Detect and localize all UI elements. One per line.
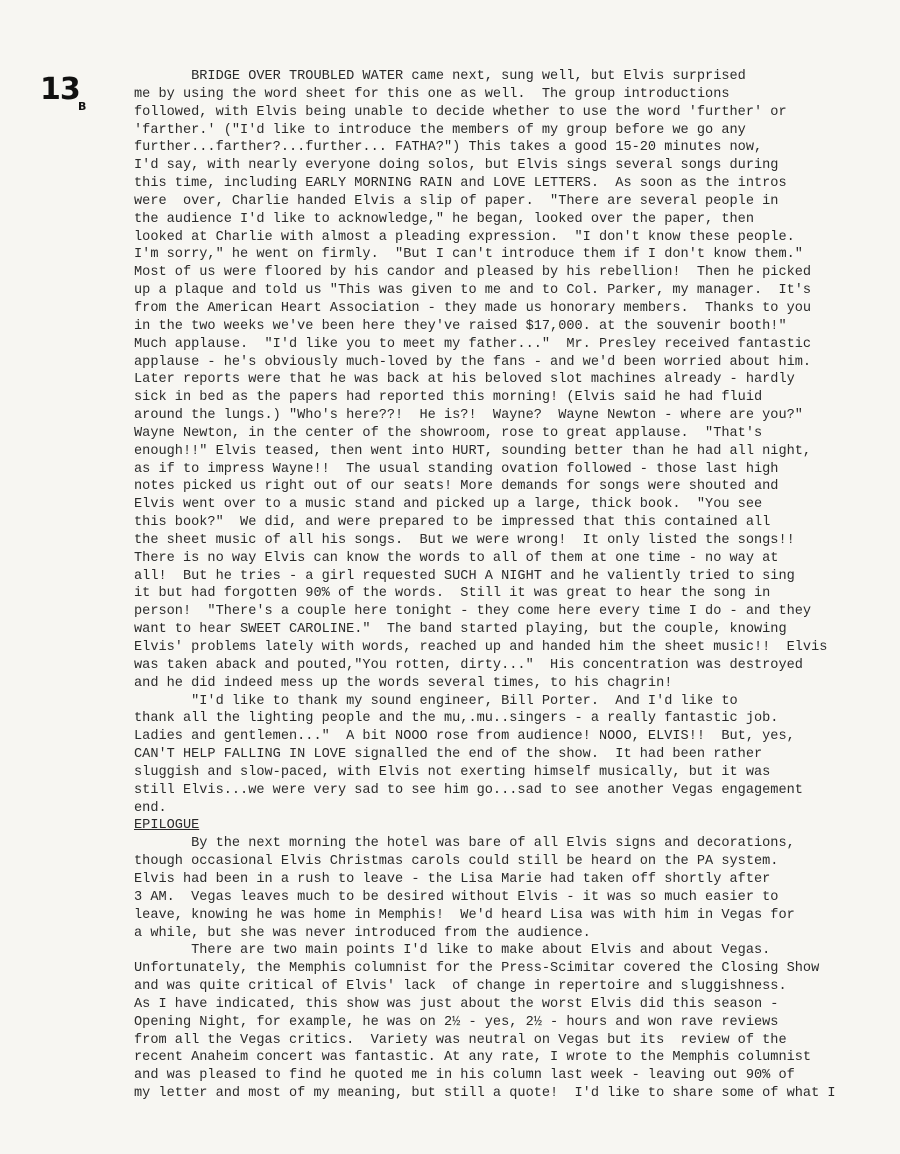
page-sub-label: B [78,100,87,113]
text-line: CAN'T HELP FALLING IN LOVE signalled the end of the show. It had been rather [134,747,763,763]
text-line: the audience I'd like to acknowledge," he began, looked over the paper, then [134,211,754,227]
text-line: was taken aback and pouted,"You rotten, dirty..." His concentration was destroyed [134,657,803,673]
text-line: 'farther.' ("I'd like to introduce the members of my group before we go any [134,122,746,138]
text-line: sick in bed as the papers had reported this morning! (Elvis said he had fluid [134,390,763,406]
text-line: Later reports were that he was back at his beloved slot machines already - hardly [134,372,795,388]
text-line: recent Anaheim concert was fantastic. At any rate, I wrote to the Memphis columnist [134,1050,812,1066]
text-line: I'd say, with nearly everyone doing solos, but Elvis sings several songs during [134,158,779,174]
text-line: from all the Vegas critics. Variety was neutral on Vegas but its review of the [134,1032,787,1048]
page-number: 13 [40,72,80,107]
text-line: BRIDGE OVER TROUBLED WATER came next, sung well, but Elvis surprised [134,69,746,84]
text-line: though occasional Elvis Christmas carols could still be heard on the PA system. [134,854,779,870]
text-line: still Elvis...we were very sad to see him go...sad to see another Vegas engagement [134,782,803,798]
text-line: a while, but she was never introduced from the audience. [134,925,591,941]
text-line: Unfortunately, the Memphis columnist for the Press-Scimitar covered the Closing Show [134,961,820,977]
text-line: "I'd like to thank my sound engineer, Bill Porter. And I'd like to [134,693,738,709]
text-line: further...farther?...further... FATHA?") This takes a good 15-20 minutes now, [134,140,763,156]
text-line: Most of us were floored by his candor and pleased by his rebellion! Then he picked [134,265,812,281]
text-line: I'm sorry," he went on firmly. "But I can't introduce them if I don't know them." [134,247,803,263]
text-line: and was quite critical of Elvis' lack of change in repertoire and sluggishness. [134,979,787,995]
text-line: were over, Charlie handed Elvis a slip of paper. "There are several people in [134,193,779,209]
text-line: enough!!" Elvis teased, then went into HURT, sounding better than he had all night, [134,443,812,459]
text-line: leave, knowing he was home in Memphis! We'd heard Lisa was with him in Vegas for [134,907,795,923]
text-line: want to hear SWEET CAROLINE." The band started playing, but the couple, knowing [134,622,787,638]
text-line: and was pleased to find he quoted me in his column last week - leaving out 90% of [134,1068,795,1084]
text-line: notes picked us right out of our seats! More demands for songs were shouted and [134,479,779,495]
text-line: There are two main points I'd like to make about Elvis and about Vegas. [134,943,771,959]
section-heading-epilogue: EPILOGUE [134,818,200,834]
text-line: Elvis went over to a music stand and picked up a large, thick book. "You see [134,497,763,513]
text-line: There is no way Elvis can know the words to all of them at one time - no way at [134,550,779,566]
text-line: end. [134,800,167,816]
text-line: applause - he's obviously much-loved by the fans - and we'd been worried about him. [134,354,812,370]
text-line: it but had forgotten 90% of the words. Still it was great to hear the song in [134,586,771,602]
text-line: By the next morning the hotel was bare of all Elvis signs and decorations, [134,836,795,852]
text-line: and he did indeed mess up the words several times, to his chagrin! [134,675,673,691]
typed-text-body [134,68,876,1103]
text-line: thank all the lighting people and the mu,.mu..singers - a really fantastic job. [134,711,779,727]
text-line: around the lungs.) "Who's here??! He is?! Wayne? Wayne Newton - where are you?" [134,408,803,424]
text-line: Much applause. "I'd like you to meet my father..." Mr. Presley received fantastic [134,336,812,352]
text-line: in the two weeks we've been here they've raised $17,000. at the souvenir booth!" [134,318,787,334]
text-line: this book?" We did, and were prepared to be impressed that this contained all [134,515,771,531]
text-line: my letter and most of my meaning, but still a quote! I'd like to share some of what I [134,1086,836,1102]
text-line: person! "There's a couple here tonight - they come here every time I do - and they [134,604,812,620]
text-line: from the American Heart Association - they made us honorary members. Thanks to you [134,300,812,316]
text-line: Ladies and gentlemen..." A bit NOOO rose from audience! NOOO, ELVIS!! But, yes, [134,729,795,745]
text-line: all! But he tries - a girl requested SUCH A NIGHT and he valiently tried to sing [134,568,795,584]
text-line: sluggish and slow-paced, with Elvis not exerting himself musically, but it was [134,764,771,780]
text-line: this time, including EARLY MORNING RAIN and LOVE LETTERS. As soon as the intros [134,176,787,192]
text-line: Wayne Newton, in the center of the showroom, rose to great applause. "That's [134,425,763,441]
text-line: the sheet music of all his songs. But we were wrong! It only listed the songs!! [134,532,795,548]
text-line: Opening Night, for example, he was on 2½ - yes, 2½ - hours and won rave reviews [134,1014,779,1030]
text-line: Elvis' problems lately with words, reached up and handed him the sheet music!! Elvis [134,640,828,655]
text-line: up a plaque and told us "This was given to me and to Col. Parker, my manager. It's [134,283,812,299]
text-line: me by using the word sheet for this one as well. The group introductions [134,86,730,102]
text-line: As I have indicated, this show was just about the worst Elvis did this season - [134,996,779,1012]
text-line: looked at Charlie with almost a pleading expression. "I don't know these people. [134,229,795,245]
text-line: as if to impress Wayne!! The usual standing ovation followed - those last high [134,461,779,477]
text-line: followed, with Elvis being unable to decide whether to use the word 'further' or [134,104,787,120]
text-line: 3 AM. Vegas leaves much to be desired without Elvis - it was so much easier to [134,889,779,905]
text-line: Elvis had been in a rush to leave - the Lisa Marie had taken off shortly after [134,871,771,887]
